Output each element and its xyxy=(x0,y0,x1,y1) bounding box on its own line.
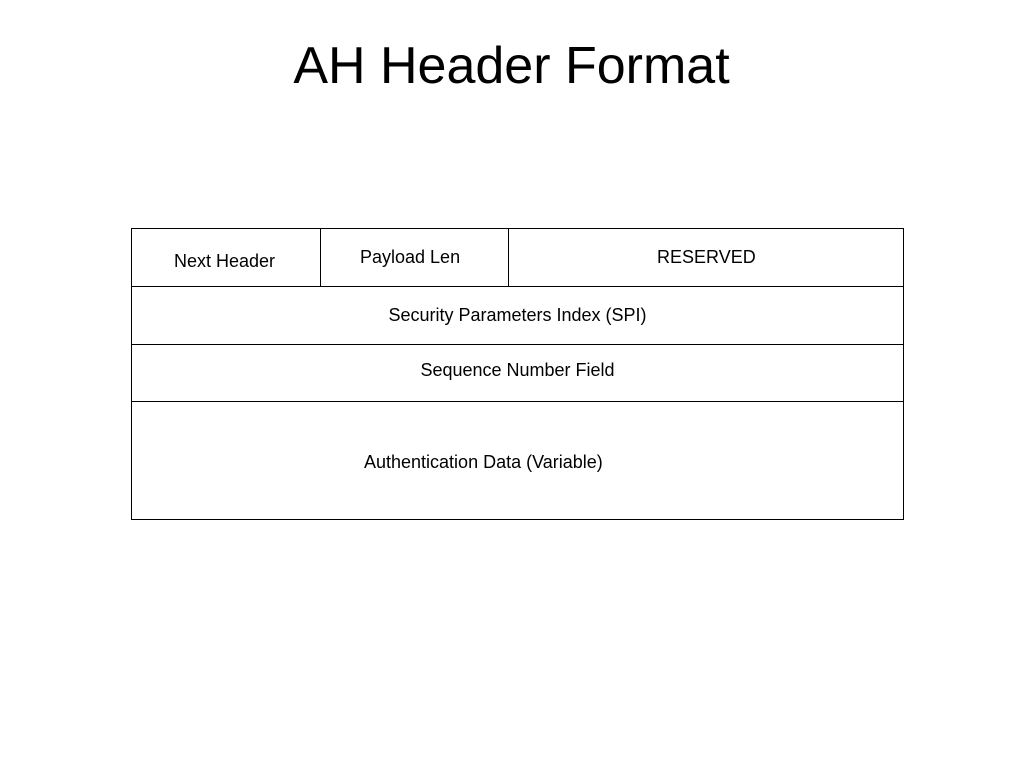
authentication-data-label: Authentication Data (Variable) xyxy=(364,452,603,472)
sequence-number-label: Sequence Number Field xyxy=(420,360,615,380)
payload-len-label: Payload Len xyxy=(360,247,461,267)
next-header-label: Next Header xyxy=(174,251,276,271)
spi-label: Security Parameters Index (SPI) xyxy=(388,305,647,325)
slide-title: AH Header Format xyxy=(293,37,730,95)
payload-len-cell xyxy=(320,228,509,287)
reserved-cell xyxy=(508,228,904,287)
next-header-cell xyxy=(131,228,321,287)
reserved-label: RESERVED xyxy=(657,247,756,267)
authentication-data-cell xyxy=(131,401,904,520)
sequence-number-cell xyxy=(131,344,904,402)
spi-cell xyxy=(131,286,904,345)
